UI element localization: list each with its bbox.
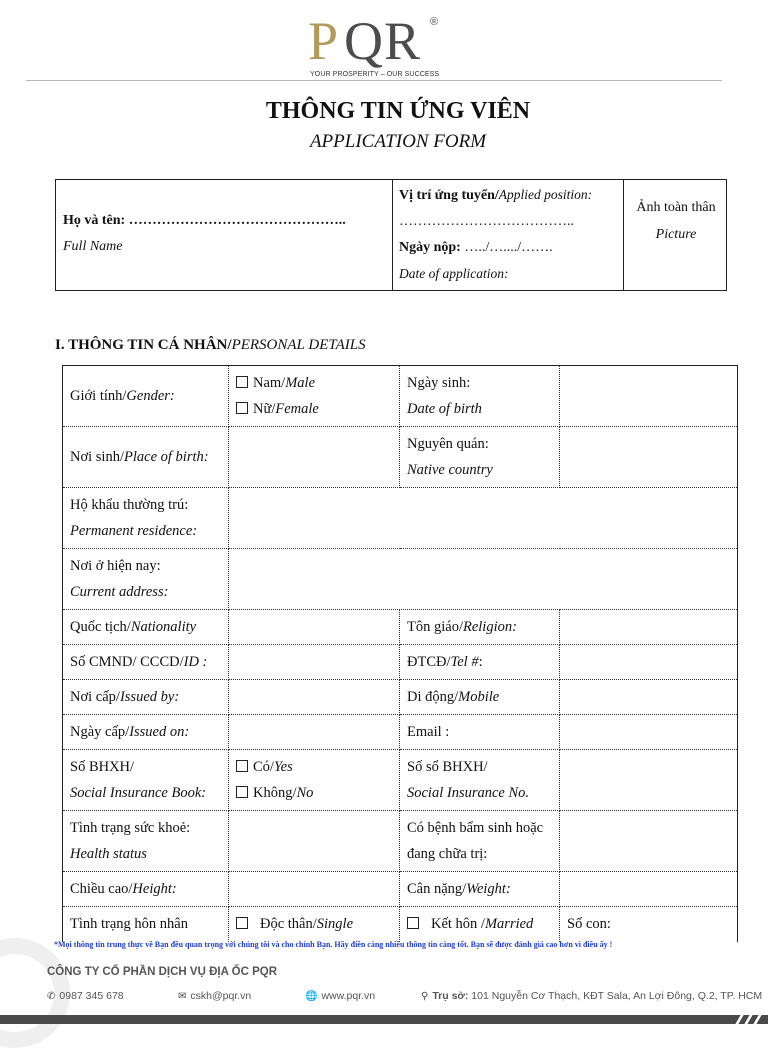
photo-label-en: Picture xyxy=(655,227,697,242)
height-input[interactable] xyxy=(229,872,400,907)
children-label[interactable]: Số con: xyxy=(560,907,738,942)
table-row xyxy=(63,549,738,610)
health-status-label: Tình trạng sức khoẻ: Health status xyxy=(63,811,229,872)
footer-stripe xyxy=(744,1015,752,1024)
married-checkbox[interactable]: Kết hôn /Married xyxy=(400,907,560,942)
dob-label: Ngày sinh: Date of birth xyxy=(400,366,560,427)
current-address-label: Nơi ở hiện nay: Current address: xyxy=(63,549,229,610)
footer-website: 🌐 www.pqr.vn xyxy=(305,990,376,1002)
table-row xyxy=(63,610,738,645)
full-name-label: Họ và tên: xyxy=(63,213,126,228)
application-date-en: Date of application: xyxy=(399,266,509,281)
footer-phone: ✆ 0987 345 678 xyxy=(47,990,124,1002)
gender-label: Giới tính/Gender: xyxy=(63,366,229,427)
checkbox-icon xyxy=(236,760,248,772)
female-checkbox[interactable]: Nữ/Female xyxy=(236,396,392,422)
id-number-label: Số CMND/ CCCD/ID : xyxy=(63,645,229,680)
footer-bar xyxy=(0,1015,768,1024)
footer-address: ⚲ Trụ sở: 101 Nguyễn Cơ Thạch, KĐT Sala, An Lợi Đông, Q.2, TP. HCM xyxy=(421,990,763,1002)
box-divider xyxy=(392,180,393,290)
company-logo xyxy=(308,11,448,84)
social-insurance-book-label: Số BHXH/ Social Insurance Book: xyxy=(63,750,229,811)
native-label: Nguyên quán: Native country xyxy=(400,427,560,488)
location-pin-icon: ⚲ xyxy=(421,991,429,1002)
email-input[interactable] xyxy=(560,715,738,750)
issued-by-input[interactable] xyxy=(229,680,400,715)
table-row xyxy=(63,488,738,549)
mobile-label: Di động/Mobile xyxy=(400,680,560,715)
religion-input[interactable] xyxy=(560,610,738,645)
applied-position-field[interactable]: ……………………………….. xyxy=(399,214,574,229)
table-row xyxy=(63,907,738,942)
height-label: Chiều cao/Height: xyxy=(63,872,229,907)
permanent-residence-input[interactable] xyxy=(229,488,738,549)
photo-label: Ảnh toàn thân xyxy=(636,200,716,215)
issued-by-label: Nơi cấp/Issued by: xyxy=(63,680,229,715)
pob-label: Nơi sinh/Place of birth: xyxy=(63,427,229,488)
table-row xyxy=(63,680,738,715)
registered-mark: ® xyxy=(430,16,439,28)
footnote: *Mọi thông tin trung thực về Bạn đều quan trọng với chúng tôi và cho chính Bạn. Hãy điền càng nhiều thông tin càng tốt. Bạn sẽ được đánh giá cao hơn vì điều ấy ! xyxy=(54,940,613,949)
table-row xyxy=(63,427,738,488)
male-checkbox[interactable]: Nam/Male xyxy=(236,370,392,396)
checkbox-icon xyxy=(236,402,248,414)
nationality-label: Quốc tịch/Nationality xyxy=(63,610,229,645)
issued-on-label: Ngày cấp/Issued on: xyxy=(63,715,229,750)
dob-input[interactable] xyxy=(560,366,738,427)
social-insurance-no-label: Số sổ BHXH/ Social Insurance No. xyxy=(400,750,560,811)
email-label: Email : xyxy=(400,715,560,750)
company-name: CÔNG TY CỔ PHẦN DỊCH VỤ ĐỊA ỐC PQR xyxy=(47,966,278,978)
checkbox-icon xyxy=(236,376,248,388)
congenital-input[interactable] xyxy=(560,811,738,872)
table-row xyxy=(63,645,738,680)
table-row xyxy=(63,366,738,427)
logo-letter-r: R xyxy=(384,11,419,71)
application-date-field[interactable]: Ngày nộp: …../…..../……. xyxy=(399,240,553,255)
footer-email: ✉ cskh@pqr.vn xyxy=(178,990,252,1002)
permanent-residence-label: Hộ khẩu thường trú: Permanent residence: xyxy=(63,488,229,549)
footer-stripe xyxy=(735,1015,743,1024)
section-title-personal: I. THÔNG TIN CÁ NHÂN/PERSONAL DETAILS xyxy=(55,337,366,353)
health-status-input[interactable] xyxy=(229,811,400,872)
globe-icon: 🌐 xyxy=(305,991,318,1002)
congenital-label: Có bệnh bẩm sinh hoặc đang chữa trị: xyxy=(400,811,560,872)
single-checkbox[interactable]: Độc thân/Single xyxy=(229,907,400,942)
form-title: THÔNG TIN ỨNG VIÊN xyxy=(265,98,531,124)
gender-options xyxy=(229,366,400,427)
checkbox-icon xyxy=(236,786,248,798)
personal-details-table xyxy=(62,365,738,942)
native-input[interactable] xyxy=(560,427,738,488)
phone-icon: ✆ xyxy=(47,991,56,1002)
logo-tagline: YOUR PROSPERITY – OUR SUCCESS xyxy=(310,71,440,78)
weight-input[interactable] xyxy=(560,872,738,907)
mobile-input[interactable] xyxy=(560,680,738,715)
logo-letter-p: P xyxy=(308,11,337,71)
tel-input[interactable] xyxy=(560,645,738,680)
form-subtitle: APPLICATION FORM xyxy=(309,131,487,152)
issued-on-input[interactable] xyxy=(229,715,400,750)
tel-label: ĐTCĐ/Tel #: xyxy=(400,645,560,680)
full-name-dots: ……………………………………….. xyxy=(125,213,346,228)
envelope-icon: ✉ xyxy=(178,991,187,1002)
marital-status-label: Tình trạng hôn nhân xyxy=(63,907,229,942)
logo-letter-q: Q xyxy=(344,11,381,71)
header-divider xyxy=(26,80,722,81)
religion-label: Tôn giáo/Religion: xyxy=(400,610,560,645)
table-row xyxy=(63,750,738,811)
social-insurance-options xyxy=(229,750,400,811)
current-address-input[interactable] xyxy=(229,549,738,610)
full-name-en: Full Name xyxy=(63,239,123,254)
table-row xyxy=(63,811,738,872)
applicant-header-box xyxy=(55,179,727,291)
no-checkbox[interactable]: Không/No xyxy=(236,780,392,806)
table-row xyxy=(63,715,738,750)
checkbox-icon xyxy=(236,917,248,929)
table-row xyxy=(63,872,738,907)
full-name-field[interactable] xyxy=(63,213,346,229)
social-insurance-no-input[interactable] xyxy=(560,750,738,811)
applied-position-label: Vị trí ứng tuyển/Applied position: xyxy=(399,187,593,203)
pob-input[interactable] xyxy=(229,427,400,488)
footer-stripe xyxy=(753,1015,761,1024)
checkbox-icon xyxy=(407,917,419,929)
yes-checkbox[interactable]: Có/Yes xyxy=(236,754,392,780)
weight-label: Cân nặng/Weight: xyxy=(400,872,560,907)
nationality-input[interactable] xyxy=(229,610,400,645)
id-number-input[interactable] xyxy=(229,645,400,680)
